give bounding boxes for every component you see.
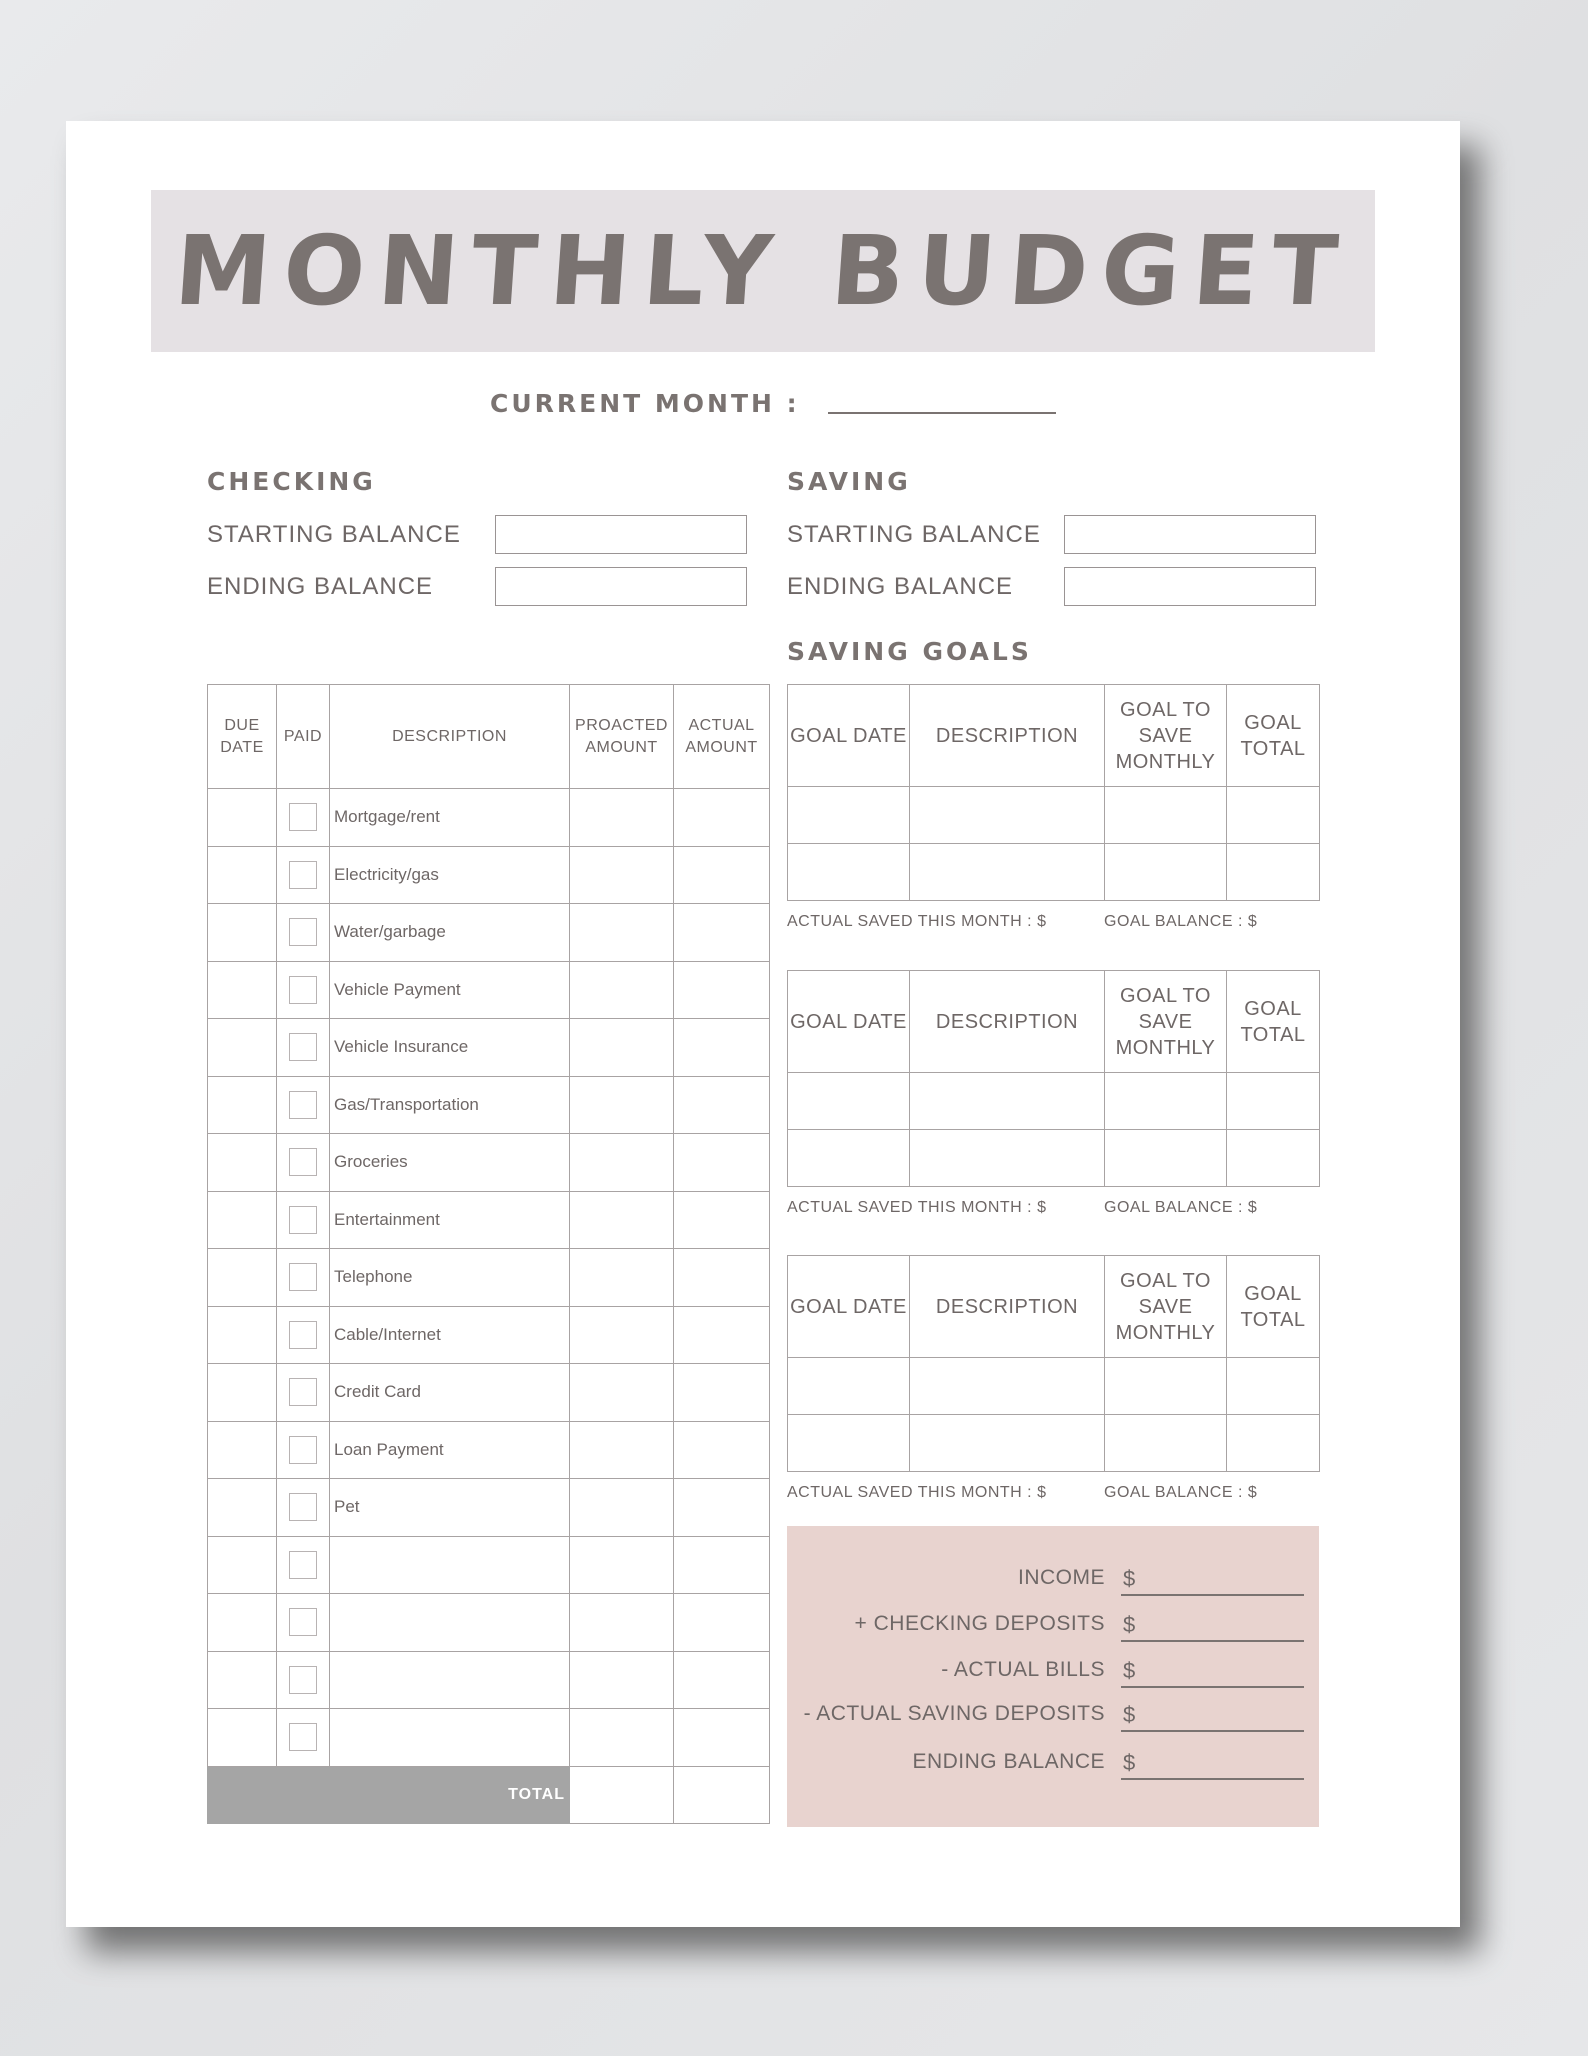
- table-row: [208, 1594, 770, 1652]
- goal-monthly-cell[interactable]: [1105, 1073, 1227, 1130]
- actual-saved-label: ACTUAL SAVED THIS MONTH : $: [787, 1199, 1047, 1216]
- table-row: [788, 844, 1320, 901]
- goal-monthly-cell[interactable]: [1105, 1130, 1227, 1187]
- goal-monthly-header: GOAL TO SAVE MONTHLY: [1105, 1256, 1227, 1358]
- actual-amount-cell[interactable]: [674, 1019, 770, 1077]
- goal-balance-label: GOAL BALANCE : $: [1104, 913, 1258, 930]
- due-date-cell[interactable]: [208, 1479, 277, 1537]
- goal-date-cell[interactable]: [788, 1130, 910, 1187]
- goal-description-cell[interactable]: [910, 787, 1105, 844]
- goal-date-header: GOAL DATE: [788, 1256, 910, 1358]
- summary-row-checking-deposits: [787, 1606, 1319, 1642]
- table-row: [788, 1415, 1320, 1472]
- goal-total-header: GOAL TOTAL: [1227, 685, 1320, 787]
- projected-amount-cell[interactable]: [570, 904, 674, 962]
- goal-monthly-cell[interactable]: [1105, 787, 1227, 844]
- bills-table: [207, 684, 770, 1824]
- actual-saved-label: ACTUAL SAVED THIS MONTH : $: [787, 913, 1047, 930]
- saving-heading: SAVING: [787, 467, 911, 496]
- table-row: [788, 787, 1320, 844]
- actual-amount-cell[interactable]: [674, 1134, 770, 1192]
- paid-checkbox[interactable]: [289, 1666, 317, 1694]
- paid-header: PAID: [277, 685, 330, 789]
- saving-ending-balance-label: ENDING BALANCE: [787, 573, 1014, 600]
- bill-description[interactable]: [330, 1709, 570, 1767]
- due-date-cell[interactable]: [208, 904, 277, 962]
- projected-amount-cell[interactable]: [570, 1536, 674, 1594]
- paid-checkbox[interactable]: [289, 1033, 317, 1061]
- ending-balance-label: ENDING BALANCE: [912, 1750, 1105, 1773]
- bill-description: Water/garbage: [330, 904, 570, 962]
- actual-amount-cell[interactable]: [674, 961, 770, 1019]
- actual-amount-cell[interactable]: [674, 1536, 770, 1594]
- actual-amount-cell[interactable]: [674, 1191, 770, 1249]
- due-date-cell[interactable]: [208, 1364, 277, 1422]
- bill-description: Groceries: [330, 1134, 570, 1192]
- paid-checkbox[interactable]: [289, 861, 317, 889]
- page-title: MONTHLY BUDGET: [171, 215, 1355, 327]
- projected-amount-cell[interactable]: [570, 1594, 674, 1652]
- paid-checkbox[interactable]: [289, 1321, 317, 1349]
- checking-deposits-field[interactable]: [1121, 1640, 1304, 1642]
- saving-deposits-field[interactable]: [1121, 1730, 1304, 1732]
- goal-monthly-header: GOAL TO SAVE MONTHLY: [1105, 685, 1227, 787]
- actual-amount-cell[interactable]: [674, 1594, 770, 1652]
- actual-amount-cell[interactable]: [674, 1421, 770, 1479]
- due-date-cell[interactable]: [208, 1134, 277, 1192]
- due-date-cell[interactable]: [208, 1191, 277, 1249]
- goal-description-cell[interactable]: [910, 1358, 1105, 1415]
- due-date-cell[interactable]: [208, 1651, 277, 1709]
- actual-amount-cell[interactable]: [674, 1709, 770, 1767]
- paid-checkbox[interactable]: [289, 1148, 317, 1176]
- paid-checkbox[interactable]: [289, 918, 317, 946]
- goal-monthly-cell[interactable]: [1105, 844, 1227, 901]
- goal-description-header: DESCRIPTION: [910, 1256, 1105, 1358]
- due-date-cell[interactable]: [208, 1306, 277, 1364]
- goal-total-header: GOAL TOTAL: [1227, 1256, 1320, 1358]
- goal-date-header: GOAL DATE: [788, 971, 910, 1073]
- due-date-cell[interactable]: [208, 1594, 277, 1652]
- table-row: [208, 1709, 770, 1767]
- goal-footer: [787, 913, 1258, 931]
- bill-description[interactable]: [330, 1594, 570, 1652]
- income-field[interactable]: [1121, 1594, 1304, 1596]
- checking-heading: CHECKING: [207, 467, 376, 496]
- paid-checkbox[interactable]: [289, 1723, 317, 1751]
- saving-goal-table: [787, 1255, 1320, 1472]
- current-month-field[interactable]: [828, 412, 1056, 414]
- bill-description: Vehicle Insurance: [330, 1019, 570, 1077]
- goal-description-cell[interactable]: [910, 1130, 1105, 1187]
- goal-date-header: GOAL DATE: [788, 685, 910, 787]
- projected-amount-header: PROACTED AMOUNT: [570, 685, 674, 789]
- summary-box: [787, 1526, 1319, 1827]
- projected-amount-cell[interactable]: [570, 1651, 674, 1709]
- due-date-cell[interactable]: [208, 1019, 277, 1077]
- goal-header-row: [788, 685, 1320, 787]
- goal-date-cell[interactable]: [788, 844, 910, 901]
- table-row: [208, 1249, 770, 1307]
- current-month-row: [490, 389, 1056, 418]
- table-row: [208, 1651, 770, 1709]
- paid-checkbox[interactable]: [289, 1091, 317, 1119]
- projected-amount-cell[interactable]: [570, 1421, 674, 1479]
- checking-ending-balance-label: ENDING BALANCE: [207, 573, 434, 600]
- saving-goals-heading: SAVING GOALS: [787, 637, 1032, 666]
- bill-description: Telephone: [330, 1249, 570, 1307]
- table-row: [208, 1019, 770, 1077]
- table-row: [208, 1191, 770, 1249]
- due-date-cell[interactable]: [208, 1249, 277, 1307]
- projected-amount-cell[interactable]: [570, 1076, 674, 1134]
- due-date-cell[interactable]: [208, 1076, 277, 1134]
- saving-deposits-label: - ACTUAL SAVING DEPOSITS: [803, 1702, 1105, 1725]
- checking-starting-balance-label: STARTING BALANCE: [207, 521, 461, 548]
- table-row: [208, 1421, 770, 1479]
- paid-checkbox[interactable]: [289, 1493, 317, 1521]
- bill-description[interactable]: [330, 1536, 570, 1594]
- bill-description: Pet: [330, 1479, 570, 1537]
- income-label: INCOME: [1018, 1566, 1105, 1589]
- goal-monthly-cell[interactable]: [1105, 1358, 1227, 1415]
- bill-description: Mortgage/rent: [330, 789, 570, 847]
- budget-sheet: [66, 121, 1460, 1927]
- goal-monthly-header: GOAL TO SAVE MONTHLY: [1105, 971, 1227, 1073]
- table-row: [208, 846, 770, 904]
- goal-total-cell[interactable]: [1227, 844, 1320, 901]
- checking-starting-balance-field[interactable]: [495, 515, 747, 554]
- actual-amount-cell[interactable]: [674, 904, 770, 962]
- saving-starting-balance-label: STARTING BALANCE: [787, 521, 1041, 548]
- paid-checkbox[interactable]: [289, 1206, 317, 1234]
- table-row: [208, 789, 770, 847]
- actual-amount-cell[interactable]: [674, 1364, 770, 1422]
- goal-total-cell[interactable]: [1227, 1358, 1320, 1415]
- bill-description[interactable]: [330, 1651, 570, 1709]
- projected-amount-cell[interactable]: [570, 846, 674, 904]
- goal-description-header: DESCRIPTION: [910, 971, 1105, 1073]
- description-header: DESCRIPTION: [330, 685, 570, 789]
- actual-bills-label: - ACTUAL BILLS: [941, 1658, 1105, 1681]
- bill-description: Loan Payment: [330, 1421, 570, 1479]
- actual-amount-cell[interactable]: [674, 1651, 770, 1709]
- table-row: [788, 1073, 1320, 1130]
- goal-date-cell[interactable]: [788, 787, 910, 844]
- bills-header-row: [208, 685, 770, 789]
- total-label: TOTAL: [208, 1766, 570, 1824]
- goal-balance-label: GOAL BALANCE : $: [1104, 1199, 1258, 1216]
- goal-balance-label: GOAL BALANCE : $: [1104, 1484, 1258, 1501]
- currency-symbol: $: [1123, 1566, 1136, 1591]
- paid-checkbox[interactable]: [289, 1378, 317, 1406]
- table-row: [788, 1130, 1320, 1187]
- due-date-cell[interactable]: [208, 961, 277, 1019]
- paid-checkbox[interactable]: [289, 1551, 317, 1579]
- currency-symbol: $: [1123, 1750, 1136, 1775]
- goal-monthly-cell[interactable]: [1105, 1415, 1227, 1472]
- table-row: [208, 1479, 770, 1537]
- title-band: [151, 190, 1375, 352]
- currency-symbol: $: [1123, 1612, 1136, 1637]
- goal-description-cell[interactable]: [910, 844, 1105, 901]
- table-row: [208, 1536, 770, 1594]
- currency-symbol: $: [1123, 1658, 1136, 1683]
- goal-date-cell[interactable]: [788, 1358, 910, 1415]
- table-row: [208, 1364, 770, 1422]
- projected-amount-cell[interactable]: [570, 1364, 674, 1422]
- due-date-cell[interactable]: [208, 1421, 277, 1479]
- paid-checkbox[interactable]: [289, 976, 317, 1004]
- bill-description: Vehicle Payment: [330, 961, 570, 1019]
- checking-ending-balance-field[interactable]: [495, 567, 747, 606]
- actual-total-cell[interactable]: [674, 1766, 770, 1824]
- paid-checkbox[interactable]: [289, 1436, 317, 1464]
- paid-checkbox[interactable]: [289, 803, 317, 831]
- summary-row-ending-balance: [787, 1744, 1319, 1780]
- checking-deposits-label: + CHECKING DEPOSITS: [854, 1612, 1105, 1635]
- goal-date-cell[interactable]: [788, 1415, 910, 1472]
- bill-description: Entertainment: [330, 1191, 570, 1249]
- projected-amount-cell[interactable]: [570, 1249, 674, 1307]
- projected-total-cell[interactable]: [570, 1766, 674, 1824]
- actual-bills-field[interactable]: [1121, 1686, 1304, 1688]
- projected-amount-cell[interactable]: [570, 789, 674, 847]
- goal-footer: [787, 1199, 1258, 1217]
- currency-symbol: $: [1123, 1702, 1136, 1727]
- projected-amount-cell[interactable]: [570, 1019, 674, 1077]
- goal-description-cell[interactable]: [910, 1073, 1105, 1130]
- goal-footer: [787, 1484, 1258, 1502]
- due-date-header: DUE DATE: [208, 685, 277, 789]
- due-date-cell[interactable]: [208, 1709, 277, 1767]
- saving-starting-balance-field[interactable]: [1064, 515, 1316, 554]
- bill-description: Cable/Internet: [330, 1306, 570, 1364]
- goal-header-row: [788, 971, 1320, 1073]
- saving-goal-table: [787, 684, 1320, 901]
- actual-amount-cell[interactable]: [674, 789, 770, 847]
- table-row: [788, 1358, 1320, 1415]
- table-row: [208, 961, 770, 1019]
- bill-description: Electricity/gas: [330, 846, 570, 904]
- actual-amount-cell[interactable]: [674, 1249, 770, 1307]
- paid-checkbox[interactable]: [289, 1608, 317, 1636]
- summary-row-income: [787, 1560, 1319, 1596]
- due-date-cell[interactable]: [208, 846, 277, 904]
- saving-goal-table: [787, 970, 1320, 1187]
- goal-header-row: [788, 1256, 1320, 1358]
- paid-checkbox[interactable]: [289, 1263, 317, 1291]
- actual-amount-cell[interactable]: [674, 1479, 770, 1537]
- bill-description: Credit Card: [330, 1364, 570, 1422]
- summary-row-saving-deposits: [787, 1696, 1319, 1732]
- projected-amount-cell[interactable]: [570, 1306, 674, 1364]
- saving-ending-balance-field[interactable]: [1064, 567, 1316, 606]
- actual-amount-cell[interactable]: [674, 846, 770, 904]
- table-row: [208, 1306, 770, 1364]
- bill-description: Gas/Transportation: [330, 1076, 570, 1134]
- goal-date-cell[interactable]: [788, 1073, 910, 1130]
- summary-row-actual-bills: [787, 1652, 1319, 1688]
- goal-total-cell[interactable]: [1227, 787, 1320, 844]
- goal-total-cell[interactable]: [1227, 1415, 1320, 1472]
- goal-total-header: GOAL TOTAL: [1227, 971, 1320, 1073]
- projected-amount-cell[interactable]: [570, 1134, 674, 1192]
- current-month-label: CURRENT MONTH :: [490, 389, 800, 418]
- table-row: [208, 1134, 770, 1192]
- table-row: [208, 904, 770, 962]
- table-row: [208, 1076, 770, 1134]
- goal-description-header: DESCRIPTION: [910, 685, 1105, 787]
- projected-amount-cell[interactable]: [570, 1709, 674, 1767]
- projected-amount-cell[interactable]: [570, 1191, 674, 1249]
- projected-amount-cell[interactable]: [570, 1479, 674, 1537]
- goal-total-cell[interactable]: [1227, 1073, 1320, 1130]
- actual-amount-header: ACTUAL AMOUNT: [674, 685, 770, 789]
- due-date-cell[interactable]: [208, 789, 277, 847]
- goal-description-cell[interactable]: [910, 1415, 1105, 1472]
- ending-balance-field[interactable]: [1121, 1778, 1304, 1780]
- due-date-cell[interactable]: [208, 1536, 277, 1594]
- actual-amount-cell[interactable]: [674, 1306, 770, 1364]
- goal-total-cell[interactable]: [1227, 1130, 1320, 1187]
- projected-amount-cell[interactable]: [570, 961, 674, 1019]
- total-row: [208, 1766, 770, 1824]
- actual-saved-label: ACTUAL SAVED THIS MONTH : $: [787, 1484, 1047, 1501]
- actual-amount-cell[interactable]: [674, 1076, 770, 1134]
